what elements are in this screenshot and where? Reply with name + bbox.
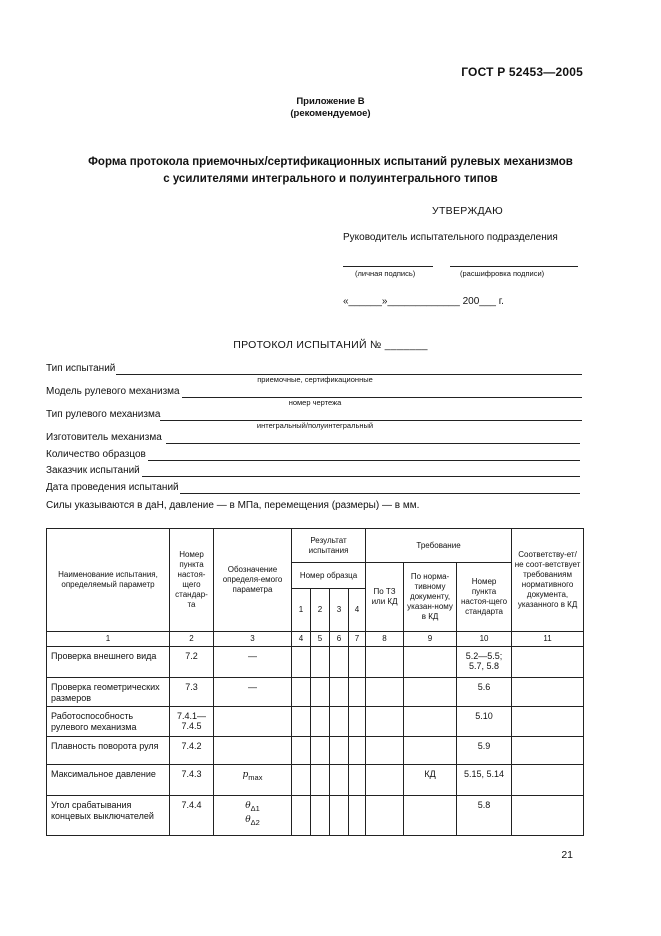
- signature-line: [343, 265, 433, 267]
- conformity-cell[interactable]: [512, 737, 584, 765]
- norm-cell[interactable]: [404, 647, 457, 678]
- col-number: 9: [404, 632, 457, 647]
- col-header-result: Результат испытания: [292, 529, 366, 563]
- col-number: 3: [214, 632, 292, 647]
- row-designation: [214, 737, 292, 765]
- result-cell[interactable]: [330, 647, 349, 678]
- result-cell[interactable]: [330, 678, 349, 707]
- norm-cell[interactable]: [404, 737, 457, 765]
- result-cell[interactable]: [311, 796, 330, 836]
- row-std-clause: 5.10: [457, 707, 512, 737]
- col-header-sample-no: Номер образца: [292, 563, 366, 589]
- result-cell[interactable]: [330, 737, 349, 765]
- conformity-cell[interactable]: [512, 647, 584, 678]
- row-std-clause: 5.6: [457, 678, 512, 707]
- row-std-clause: 5.2—5.5; 5.7, 5.8: [457, 647, 512, 678]
- col-header-sample: 3: [330, 589, 349, 632]
- approve-label: УТВЕРЖДАЮ: [432, 205, 504, 217]
- result-cell[interactable]: [349, 796, 366, 836]
- conformity-cell[interactable]: [512, 796, 584, 836]
- result-cell[interactable]: [292, 707, 311, 737]
- row-designation: —: [214, 678, 292, 707]
- designation-subscript: max: [248, 772, 263, 782]
- norm-cell[interactable]: [404, 707, 457, 737]
- col-number: 10: [457, 632, 512, 647]
- norm-cell[interactable]: [404, 796, 457, 836]
- col-header-by-norm: По норма-тивному документу, указан-ному в КД: [404, 563, 457, 632]
- row-clause: 7.4.1—7.4.5: [170, 707, 214, 737]
- field-test-type-label: Тип испытаний: [46, 363, 116, 374]
- row-std-clause: 5.9: [457, 737, 512, 765]
- field-manufacturer-line[interactable]: [166, 442, 580, 444]
- document-title-line-2: с усилителями интегрального и полуинтегрального типов: [163, 173, 498, 185]
- appendix-title: Приложение В: [296, 96, 365, 107]
- result-cell[interactable]: [311, 678, 330, 707]
- conformity-cell[interactable]: [512, 765, 584, 796]
- col-header-clause: Номер пункта настоя-щего стандар-та: [170, 529, 214, 632]
- col-number: 8: [366, 632, 404, 647]
- field-sample-count-label: Количество образцов: [46, 449, 146, 460]
- result-cell[interactable]: [292, 765, 311, 796]
- row-designation: [214, 707, 292, 737]
- row-clause: 7.2: [170, 647, 214, 678]
- designation-subscript: Δ1: [250, 803, 260, 813]
- table-row: [47, 678, 584, 707]
- column-number-row: [47, 632, 584, 647]
- field-test-date-line[interactable]: [180, 492, 580, 494]
- row-designation: —: [214, 647, 292, 678]
- row-name: Работоспособность рулевого механизма: [47, 707, 170, 737]
- document-title-line-1: Форма протокола приемочных/сертификационных испытаний рулевых механизмов: [88, 156, 573, 168]
- row-clause: 7.4.4: [170, 796, 214, 836]
- table-row: [47, 647, 584, 678]
- result-cell[interactable]: [292, 796, 311, 836]
- col-number: 6: [330, 632, 349, 647]
- row-clause: 7.4.3: [170, 765, 214, 796]
- field-customer-label: Заказчик испытаний: [46, 465, 140, 476]
- row-designation: [214, 765, 292, 796]
- row-tz: [366, 737, 404, 765]
- head-of-unit-label: Руководитель испытательного подразделения: [343, 232, 558, 243]
- approval-date-line: «______»_____________ 200___ г.: [343, 296, 504, 307]
- result-cell[interactable]: [311, 707, 330, 737]
- field-sample-count-line[interactable]: [148, 459, 580, 461]
- table-row: [47, 796, 584, 836]
- result-cell[interactable]: [311, 765, 330, 796]
- conformity-cell[interactable]: [512, 678, 584, 707]
- field-manufacturer-label: Изготовитель механизма: [46, 432, 162, 443]
- row-clause: 7.4.2: [170, 737, 214, 765]
- result-cell[interactable]: [330, 796, 349, 836]
- row-std-clause: 5.15, 5.14: [457, 765, 512, 796]
- designation-symbol: p: [242, 770, 249, 780]
- field-mechanism-type-hint: интегральный/полуинтегральный: [256, 421, 374, 430]
- col-number: 7: [349, 632, 366, 647]
- col-number: 5: [311, 632, 330, 647]
- field-customer-line[interactable]: [142, 475, 580, 477]
- col-header-requirement: Требование: [366, 529, 512, 563]
- col-number: 1: [47, 632, 170, 647]
- row-tz: [366, 796, 404, 836]
- row-std-clause: 5.8: [457, 796, 512, 836]
- col-number: 4: [292, 632, 311, 647]
- designation-subscript: Δ2: [250, 817, 260, 827]
- row-name: Проверка внешнего вида: [47, 647, 170, 678]
- result-cell[interactable]: [311, 737, 330, 765]
- result-cell[interactable]: [349, 707, 366, 737]
- field-model-label: Модель рулевого механизма: [46, 386, 180, 397]
- norm-cell[interactable]: [404, 678, 457, 707]
- result-cell[interactable]: [349, 647, 366, 678]
- result-cell[interactable]: [349, 765, 366, 796]
- decoding-hint: (расшифровка подписи): [460, 269, 545, 278]
- result-cell[interactable]: [349, 678, 366, 707]
- col-header-conformity: Соответству-ет/не соот-ветствует требованиям нормативного документа, указанного в КД: [512, 529, 584, 632]
- signature-hint: (личная подпись): [355, 269, 416, 278]
- designation-symbol: θ: [245, 814, 251, 825]
- decoding-line: [450, 265, 578, 267]
- standard-header: ГОСТ Р 52453—2005: [461, 65, 583, 79]
- results-table: [46, 528, 584, 836]
- field-test-date-label: Дата проведения испытаний: [46, 482, 179, 493]
- result-cell[interactable]: [292, 678, 311, 707]
- protocol-title: ПРОТОКОЛ ИСПЫТАНИЙ № _______: [233, 339, 428, 351]
- col-number: 2: [170, 632, 214, 647]
- result-cell[interactable]: [292, 647, 311, 678]
- col-header-name: Наименование испытания, определяемый параметр: [47, 529, 170, 632]
- col-header-sample: 1: [292, 589, 311, 632]
- col-header-sample: 4: [349, 589, 366, 632]
- field-mechanism-type-label: Тип рулевого механизма: [46, 409, 161, 420]
- field-model-hint: номер чертежа: [288, 398, 342, 407]
- result-cell[interactable]: [292, 737, 311, 765]
- conformity-cell[interactable]: [512, 707, 584, 737]
- page-number: 21: [561, 849, 573, 861]
- result-cell[interactable]: [311, 647, 330, 678]
- row-tz: [366, 678, 404, 707]
- row-norm: КД: [404, 765, 457, 796]
- col-header-std-clause: Номер пункта настоя-щего стандарта: [457, 563, 512, 632]
- designation-symbol: θ: [245, 801, 251, 811]
- row-tz: [366, 765, 404, 796]
- col-header-by-tz: По ТЗ или КД: [366, 563, 404, 632]
- row-name: Плавность поворота руля: [47, 737, 170, 765]
- result-cell[interactable]: [330, 765, 349, 796]
- result-cell[interactable]: [349, 737, 366, 765]
- row-tz: [366, 647, 404, 678]
- col-header-designation: Обозначение определя-емого параметра: [214, 529, 292, 632]
- row-clause: 7.3: [170, 678, 214, 707]
- row-tz: [366, 707, 404, 737]
- units-note: Силы указываются в даН, давление — в МПа, перемещения (размеры) — в мм.: [46, 500, 420, 511]
- row-designation: [214, 796, 292, 836]
- result-cell[interactable]: [330, 707, 349, 737]
- table-row: [47, 737, 584, 765]
- col-number: 11: [512, 632, 584, 647]
- table-row: [47, 765, 584, 796]
- row-name: Проверка геометрических размеров: [47, 678, 170, 707]
- field-test-type-hint: приемочные, сертификационные: [257, 375, 373, 384]
- col-header-sample: 2: [311, 589, 330, 632]
- table-row: [47, 707, 584, 737]
- row-name: Максимальное давление: [47, 765, 170, 796]
- appendix-subtitle: (рекомендуемое): [290, 108, 371, 119]
- row-name: Угол срабатывания концевых выключателей: [47, 796, 170, 836]
